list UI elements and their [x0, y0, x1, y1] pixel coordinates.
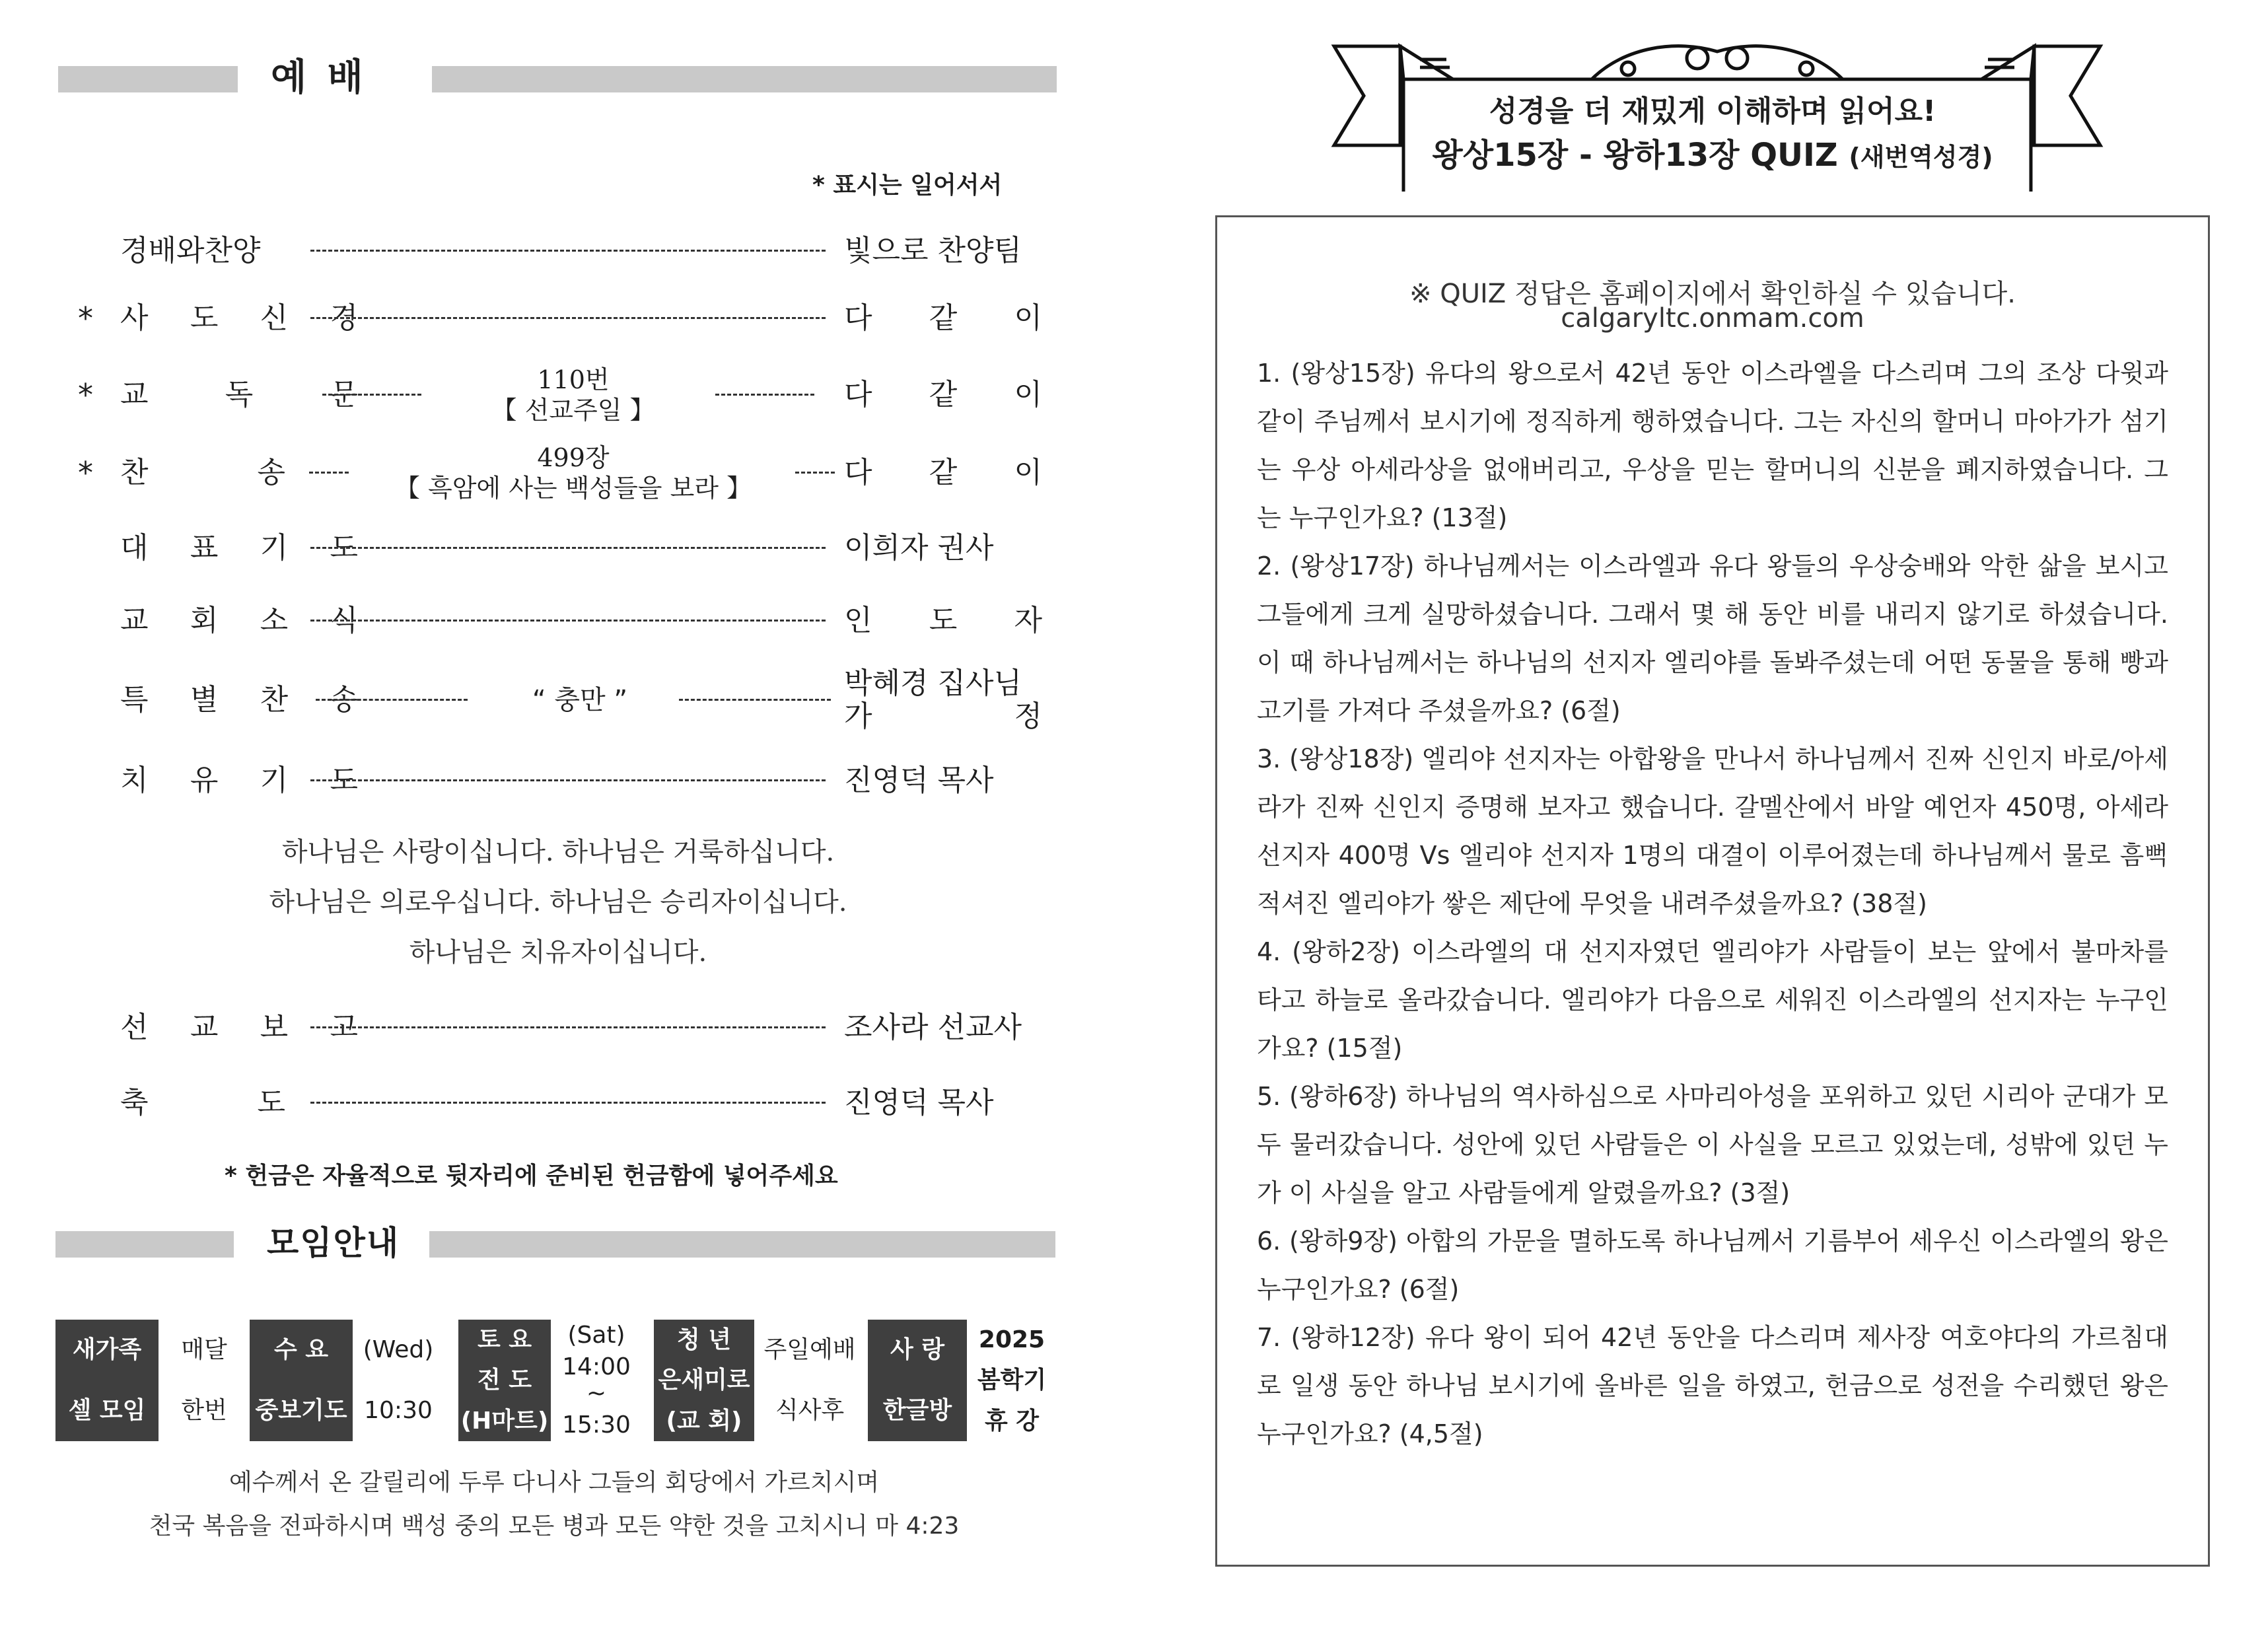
- row-leader: 조사라 선교사: [844, 1011, 1022, 1044]
- creed-line: 하나님은 사랑이십니다. 하나님은 거룩하십니다.: [281, 837, 835, 867]
- dash-line: [310, 250, 826, 252]
- row-detail: 499장 【 흑암에 사는 백성들을 보라 】: [394, 443, 752, 503]
- dash-line: [310, 1102, 826, 1104]
- standing-note: * 표시는 일어서서: [812, 172, 1003, 199]
- quiz-question: 1. (왕상15장) 유다의 왕으로서 42년 동안 이스라엘을 다스리며 그의 조상 다윗과 같이 주님께서 보시기에 정직하게 행하였습니다. 그는 자신의 할머니 마아가가 섬기는 우상 아세라상을 없애버리고, 우상을 믿는 할머니의 신분을 폐지하였습니다. 그는 누구인가요? (13절): [1257, 359, 2168, 532]
- row-leader: 다 같 이: [844, 378, 1042, 411]
- row-leader: 빛으로 찬양팀: [844, 234, 1022, 267]
- quiz-question: 7. (왕하12장) 유다 왕이 되어 42년 동안을 다스리며 제사장 여호야다의 가르침대로 일생 동안 하나님 보시기에 올바른 일을 하였고, 헌금으로 성전을 수리했던 왕은 누구인가요? (4,5절): [1257, 1323, 2168, 1448]
- verse-line: 천국 복음을 전파하시며 백성 중의 모든 병과 모든 약한 것을 고치시니 마 4:23: [149, 1513, 960, 1540]
- ornament-curl: [1687, 48, 1708, 69]
- ornament-curl: [1726, 48, 1748, 69]
- quiz-question: 5. (왕하6장) 하나님의 역사하심으로 사마리아성을 포위하고 있던 시리아 군대가 모두 물러갔습니다. 성안에 있던 사람들은 이 사실을 모르고 있었는데, 성밖에 있던 누가 이 사실을 알고 사람들에게 알렸을까요? (3절): [1257, 1082, 2168, 1207]
- worship-row: [78, 440, 1042, 506]
- row-leader: 인 도 자: [844, 604, 1042, 637]
- stand-star: *: [78, 301, 93, 336]
- row-label: 특 별 찬 송: [120, 683, 358, 717]
- row-label: 치 유 기 도: [120, 764, 358, 797]
- quiz-question: 6. (왕하9장) 아합의 가문을 멸하도록 하나님께서 기름부어 세우신 이스라엘의 왕은 누구인가요? (6절): [1257, 1227, 2168, 1304]
- dash-line: [316, 699, 468, 701]
- row-label: 선 교 보 고: [120, 1011, 358, 1044]
- quiz-question: 3. (왕상18장) 엘리야 선지자는 아합왕을 만나서 하나님께서 진짜 신인지 바로/아세라가 진짜 신인지 증명해 보자고 했습니다. 갈멜산에서 바알 예언자 450명, 아세라 선지자 400명 Vs 엘리야 선지자 1명의 대결이 이루어졌는데 하나님께서 물로 흠뻑 적셔진 엘리야가 쌓은 제단에 무엇을 내려주셨을까요? (38절): [1257, 744, 2168, 918]
- dash-line: [310, 620, 826, 622]
- row-leader: 박혜경 집사님 가 정: [844, 666, 1042, 733]
- heading-bar-right: [429, 1231, 1055, 1258]
- dash-line: [310, 317, 826, 319]
- row-leader: 다 같 이: [844, 301, 1042, 335]
- meetings-table: [55, 1320, 1053, 1441]
- verse-line: 예수께서 온 갈릴리에 두루 다니사 그들의 회당에서 가르치시며: [229, 1469, 880, 1496]
- meeting-cell: 사 랑 한글방: [868, 1320, 967, 1441]
- worship-row: [78, 218, 1042, 284]
- row-label: 축 도: [120, 1086, 285, 1120]
- creed-line: 하나님은 의로우십니다. 하나님은 승리자이십니다.: [269, 887, 847, 917]
- row-label: 교 독 문: [120, 378, 358, 411]
- worship-row: [78, 667, 1042, 733]
- worship-row: [78, 515, 1042, 581]
- special-song-title: “ 충만 ”: [532, 685, 628, 715]
- meeting-cell: 새가족 셀 모임: [55, 1320, 159, 1441]
- answer-note: ※ QUIZ 정답은 홈페이지에서 확인하실 수 있습니다.: [1409, 279, 2016, 309]
- worship-row: [78, 748, 1042, 814]
- meeting-cell: 주일예배 식사후: [763, 1336, 856, 1425]
- ornament-curl: [1621, 62, 1635, 75]
- quiz-box: [1215, 215, 2210, 1567]
- heading-bar-right: [432, 66, 1057, 92]
- dash-line: [309, 472, 349, 474]
- ribbon-flap-right: [1981, 46, 2034, 79]
- dash-line: [679, 699, 831, 701]
- offering-note: * 헌금은 자율적으로 뒷자리에 준비된 헌금함에 넣어주세요: [225, 1162, 838, 1190]
- meetings-heading: [55, 1213, 1055, 1273]
- meeting-cell: (Wed) 10:30: [363, 1336, 434, 1425]
- stand-star: *: [78, 455, 93, 491]
- dash-line: [310, 1026, 826, 1028]
- row-leader: 이희자 권사: [844, 531, 994, 565]
- dash-line: [795, 472, 835, 474]
- dash-line: [715, 394, 814, 396]
- meetings-title: 모임안내: [267, 1224, 400, 1262]
- creed-line: 하나님은 치유자이십니다.: [409, 937, 707, 968]
- banner-line-1: 성경을 더 재밌게 이해하며 읽어요!: [1489, 94, 1936, 128]
- row-label: 사 도 신 경: [120, 301, 358, 335]
- question-list: [1257, 349, 2168, 1458]
- row-label: 경배와찬양: [120, 234, 261, 267]
- meeting-cell: 2025 봄학기 휴 강: [977, 1326, 1047, 1435]
- meeting-cell: 토 요 전 도 (H마트): [458, 1320, 551, 1441]
- ribbon-tail-right: [2034, 46, 2100, 145]
- quiz-question: 2. (왕상17장) 하나님께서는 이스라엘과 유다 왕들의 우상숭배와 악한 삶을 보시고 그들에게 크게 실망하셨습니다. 그래서 몇 해 동안 비를 내리지 않기로 하셨습니다. 이 때 하나님께서는 하나님의 선지자 엘리야를 돌봐주셨는데 어떤 동물을 통해 빵과 고기를 가져다 주셨을까요? (6절): [1257, 552, 2168, 725]
- worship-row: [78, 995, 1042, 1061]
- row-leader: 진영덕 목사: [844, 1086, 994, 1120]
- dash-line: [310, 779, 826, 781]
- row-label: 대 표 기 도: [120, 531, 358, 565]
- banner-line-2: 왕상15장 - 왕하13장 QUIZ (새번역성경): [1432, 137, 1993, 174]
- ribbon-flap-left: [1400, 46, 1453, 79]
- dash-line: [322, 394, 421, 396]
- website-link[interactable]: calgaryltc.onmam.com: [1561, 303, 1864, 334]
- row-detail: 110번 【 선교주일 】: [491, 365, 655, 425]
- worship-heading: [58, 48, 1057, 108]
- worship-row: [78, 1070, 1042, 1136]
- stand-star: *: [78, 377, 93, 413]
- ribbon-tail-left: [1334, 46, 1400, 145]
- ornament-curl: [1800, 62, 1813, 75]
- row-label: 찬 송: [120, 456, 285, 489]
- row-leader: 다 같 이: [844, 456, 1042, 489]
- dash-line: [310, 547, 826, 549]
- meeting-cell: 수 요 중보기도: [250, 1320, 353, 1441]
- worship-row: [78, 362, 1042, 428]
- meeting-cell: 매달 한번: [181, 1336, 227, 1425]
- worship-row: [78, 588, 1042, 654]
- row-label: 교 회 소 식: [120, 604, 358, 637]
- row-leader: 진영덕 목사: [844, 764, 994, 797]
- meeting-cell: (Sat) 14:00 ~ 15:30: [562, 1322, 631, 1439]
- quiz-question: 4. (왕하2장) 이스라엘의 대 선지자였던 엘리야가 사람들이 보는 앞에서 불마차를 타고 하늘로 올라갔습니다. 엘리야가 다음으로 세워진 이스라엘의 선지자는 누구인가요? (15절): [1257, 937, 2168, 1063]
- heading-bar-left: [55, 1231, 234, 1258]
- meeting-cell: 청 년 은새미로 (교 회): [654, 1320, 754, 1441]
- worship-row: [78, 285, 1042, 351]
- worship-title: 예 배: [271, 56, 367, 99]
- heading-bar-left: [58, 66, 238, 92]
